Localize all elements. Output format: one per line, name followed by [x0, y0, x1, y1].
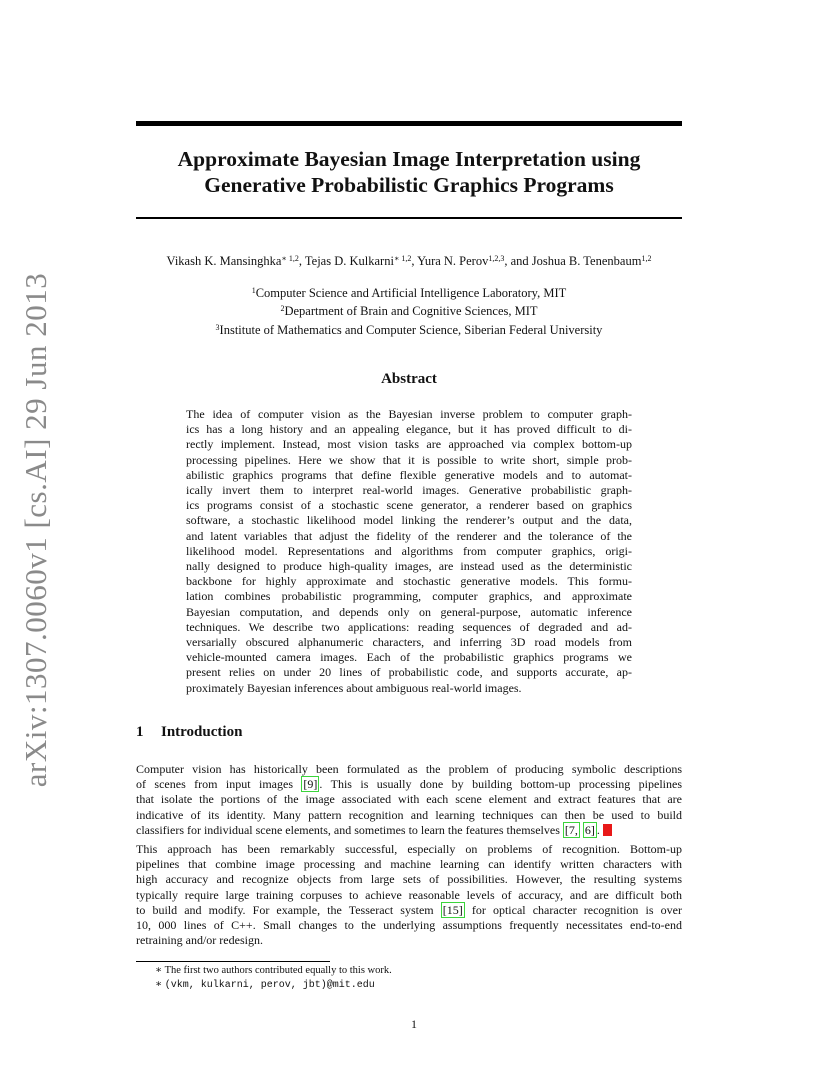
author-name: Joshua B. Tenenbaum	[531, 254, 642, 268]
author-name: Tejas D. Kulkarni	[304, 254, 394, 268]
page-number: 1	[411, 1017, 417, 1031]
abstract-line: ics has a long history and an appealing elegance, but it has proved difficult to di-	[186, 422, 632, 437]
body-line: classifiers for individual scene elements, and sometimes to learn the features themselves [7, 6] .	[136, 823, 682, 838]
abstract-line: rectly implement. Instead, most vision tasks are approached via complex bottom-up	[186, 437, 632, 452]
body-line: retraining and/or redesign.	[136, 933, 263, 948]
abstract-line: likelihood model. Representations and algorithms from computer graphics, origi-	[186, 543, 632, 558]
section-heading-introduction	[136, 724, 242, 741]
section-number: 1	[136, 724, 144, 740]
body-line: indicative of its identity. Many pattern recognition and learning techniques can then be used to build	[136, 807, 682, 822]
citation-link-marker[interactable]	[603, 824, 612, 836]
body-line: high accuracy and recognize objects from large sets of possibilities. However, the resulting systems	[136, 872, 682, 887]
author-name: Vikash K. Mansinghka	[166, 254, 282, 268]
abstract-body	[186, 407, 632, 696]
author-affiliation-mark: ∗ 1,2	[393, 254, 412, 263]
abstract-line: abilistic graphics programs that define flexible generative models and to automat-	[186, 467, 632, 482]
author-affiliation-mark: 1,2	[641, 254, 652, 263]
author-list: Vikash K. Mansinghka$^{∗ 1,2}$, Tejas D. Kulkarni$^{∗ 1,2}$, Yura N. Perov$^{1,2,3}$, and Joshua B. Tenenbaum$^{1,2}$	[166, 254, 652, 268]
arxiv-identifier-stamp: arXiv:1307.0060v1 [cs.AI] 29 Jun 2013	[18, 272, 53, 788]
body-line: This approach has been remarkably successful, especially on problems of recognition. Bottom-up	[136, 842, 682, 856]
body-line: Computer vision has historically been formulated as the problem of producing symbolic descriptions	[136, 762, 682, 776]
abstract-line: nally designed to produce high-quality images, are instead used as the deterministic	[186, 559, 632, 574]
citation-link[interactable]: 6]	[584, 822, 595, 837]
title-line: Approximate Bayesian Image Interpretation using	[177, 147, 641, 171]
abstract-line: The idea of computer vision as the Bayesian inverse problem to computer graph-	[186, 407, 632, 421]
abstract-line: Bayesian computation, and depends only on general-purpose, automatic inference	[186, 604, 632, 619]
footnote-equal-contribution: ∗ The first two authors contributed equally to this work.	[155, 965, 392, 976]
title-line: Generative Probabilistic Graphics Programs	[204, 173, 614, 197]
intro-paragraph-1	[136, 762, 682, 838]
abstract-line: software, a stochastic likelihood model linking the renderer’s output and the data,	[186, 513, 632, 528]
title-top-rule	[136, 121, 682, 126]
abstract-line: versarially obscured alphanumeric characters, and inferring 3D road models from	[186, 635, 632, 650]
affiliation: $^2$Department of Brain and Cognitive Sciences, MIT	[280, 304, 538, 319]
abstract-line: ically invert them to interpret real-world images. Generative probabilistic graph-	[186, 483, 632, 498]
abstract-heading: Abstract	[381, 371, 437, 387]
body-line: pipelines that combine image processing and machine learning can identify written characters with	[136, 857, 682, 872]
abstract-line: lation combines probabilistic programming, computer graphics, and approximate	[186, 589, 632, 604]
author-name: Yura N. Perov	[417, 254, 489, 268]
section-title: Introduction	[161, 724, 243, 740]
abstract-line: processing pipelines. Here we show that it is possible to write short, simple prob-	[186, 452, 632, 467]
abstract-line: proximately Bayesian inferences about ambiguous real-world images.	[186, 680, 522, 695]
abstract-line: techniques. We describe two applications: reading sequences of degraded and ad-	[186, 619, 632, 634]
title-bottom-rule	[136, 217, 682, 219]
citation-link[interactable]: [9]	[303, 777, 318, 792]
abstract-line: vehicle-mounted camera images. Each of the probabilistic graphics programs we	[186, 650, 632, 665]
footnotes	[155, 964, 392, 993]
body-line: typically require large training corpuses to achieve reasonable levels of accuracy, and are difficult both	[136, 887, 682, 902]
abstract-line: backbone for highly approximate and stochastic generative models. This formu-	[186, 574, 632, 589]
abstract-line: and latent variables that adjust the fidelity of the renderer and the tolerance of the	[186, 528, 632, 543]
affiliation: $^3$Institute of Mathematics and Computer Science, Siberian Federal University	[215, 322, 603, 337]
author-affiliation-mark: ∗ 1,2	[281, 254, 299, 263]
body-line: that isolate the portions of the image associated with each scene element and extract features that are	[136, 792, 682, 807]
abstract-line: present relies on under 20 lines of probabilistic code, and supports accurate, ap-	[186, 665, 632, 680]
intro-paragraph-2	[136, 842, 682, 948]
citation-link[interactable]: [15]	[442, 902, 463, 917]
paper-title	[136, 146, 682, 198]
body-line: of scenes from input images [9] . This is usually done by building bottom-up processing pipelines	[136, 777, 682, 792]
citation-link[interactable]: [7,	[564, 822, 578, 837]
affiliation-list	[136, 283, 682, 338]
body-line: to build and modify. For example, the Tesseract system [15] for optical character recognition is over	[136, 902, 682, 917]
footnote-rule	[136, 961, 330, 962]
footnote-emails: ∗ (vkm, kulkarni, perov, jbt)@mit.edu	[155, 979, 375, 991]
author-affiliation-mark: 1,2,3	[488, 254, 505, 263]
abstract-line: ics programs consist of a stochastic scene generator, a renderer based on graphics	[186, 498, 632, 513]
affiliation: $^1$Computer Science and Artificial Intelligence Laboratory, MIT	[251, 286, 567, 300]
body-line: 10, 000 lines of C++. Small changes to the underlying assumptions frequently necessitates end-to-end	[136, 918, 682, 933]
